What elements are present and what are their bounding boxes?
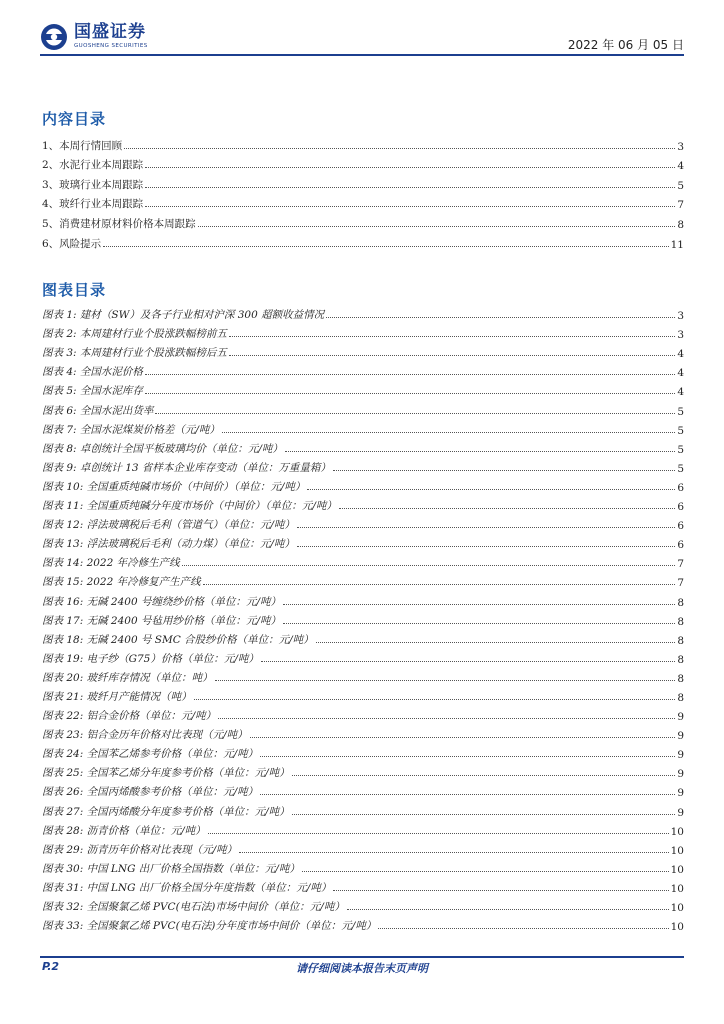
figure-entry-page: 8	[677, 615, 684, 628]
report-date: 2022 年 06 月 05 日	[567, 38, 684, 52]
figure-entry-page: 5	[677, 443, 684, 456]
figure-entry[interactable]	[42, 456, 684, 475]
figure-entry[interactable]	[42, 876, 684, 895]
contents-entry-label: 4、玻纤行业本周跟踪	[42, 198, 144, 211]
dot-leader	[229, 355, 675, 356]
figures-list	[42, 303, 684, 933]
contents-entry-page: 8	[677, 218, 684, 231]
figure-entry-label: 图表 20: 玻纤库存情况（单位：吨）	[42, 671, 213, 684]
figure-entry-label: 图表 31: 中国 LNG 出厂价格全国分年度指数（单位：元/吨）	[42, 881, 332, 894]
figure-entry-page: 4	[677, 367, 684, 380]
page-number: P.2	[42, 960, 60, 973]
figure-entry[interactable]	[42, 628, 684, 647]
figure-entry-page: 5	[677, 405, 684, 418]
figure-entry-page: 8	[677, 672, 684, 685]
logo-icon	[40, 23, 68, 51]
figure-entry[interactable]	[42, 799, 684, 818]
figure-entry[interactable]	[42, 570, 684, 589]
dot-leader	[283, 604, 675, 605]
figure-entry-label: 图表 28: 沥青价格（单位：元/吨）	[42, 824, 206, 837]
contents-entry[interactable]	[42, 231, 684, 251]
disclaimer-note: 请仔细阅读本报告末页声明	[296, 962, 428, 975]
figure-entry-label: 图表 11: 全国重质纯碱分年度市场价（中间价）（单位：元/吨）	[42, 500, 337, 513]
figure-entry-label: 图表 33: 全国聚氯乙烯 PVC(电石法)分年度市场中间价（单位：元/吨）	[42, 920, 377, 933]
figure-entry-label: 图表 12: 浮法玻璃税后毛利（管道气）（单位：元/吨）	[42, 519, 295, 532]
figure-entry-page: 3	[677, 329, 684, 342]
figure-entry[interactable]	[42, 780, 684, 799]
figure-entry-page: 10	[670, 902, 684, 914]
dot-leader	[285, 451, 675, 452]
contents-title: 内容目录	[42, 110, 107, 128]
figure-entry-label: 图表 21: 玻纤月产能情况（吨）	[42, 690, 192, 703]
dot-leader	[145, 374, 675, 375]
figure-entry-page: 8	[677, 653, 684, 666]
contents-entry-label: 6、风险提示	[42, 237, 102, 250]
figure-entry[interactable]	[42, 437, 684, 456]
figure-entry-page: 9	[677, 749, 684, 762]
dot-leader	[145, 206, 675, 207]
figure-entry-page: 4	[677, 386, 684, 399]
figure-entry[interactable]	[42, 742, 684, 761]
dot-leader	[208, 833, 669, 834]
figure-entry-label: 图表 19: 电子纱（G75）价格（单位：元/吨）	[42, 652, 259, 665]
figure-entry-page: 3	[677, 310, 684, 323]
dot-leader	[339, 508, 675, 509]
figure-entry-label: 图表 16: 无碱 2400 号缠绕纱价格（单位：元/吨）	[42, 595, 282, 608]
dot-leader	[297, 527, 675, 528]
dot-leader	[316, 642, 676, 643]
figures-title: 图表目录	[42, 281, 107, 299]
dot-leader	[145, 187, 675, 188]
figure-entry[interactable]	[42, 819, 684, 838]
figure-entry-label: 图表 18: 无碱 2400 号 SMC 合股纱价格（单位：元/吨）	[42, 633, 314, 646]
dot-leader	[155, 413, 675, 414]
figure-entry-page: 10	[670, 882, 684, 895]
page-header	[40, 20, 684, 54]
figure-entry-page: 7	[677, 577, 684, 590]
figure-entry[interactable]	[42, 418, 684, 437]
figure-entry-label: 图表 1: 建材（SW）及各子行业相对沪深 300 超额收益情况	[42, 309, 325, 322]
contents-entry-page: 7	[677, 199, 684, 212]
figure-entry[interactable]	[42, 589, 684, 608]
dot-leader	[182, 565, 676, 566]
figure-entry-page: 8	[677, 596, 684, 609]
figure-entry[interactable]	[42, 685, 684, 704]
dot-leader	[203, 584, 676, 585]
figure-entry-page: 6	[677, 481, 684, 494]
figure-entry-label: 图表 25: 全国苯乙烯分年度参考价格（单位：元/吨）	[42, 767, 290, 780]
contents-entry-label: 2、水泥行业本周跟踪	[42, 159, 144, 172]
figure-entry[interactable]	[42, 895, 684, 914]
dot-leader	[333, 890, 668, 891]
figure-entry-label: 图表 9: 卓创统计 13 省样本企业库存变动（单位：万重量箱）	[42, 461, 331, 474]
figure-entry-label: 图表 15: 2022 年冷修复产生产线	[42, 576, 201, 589]
figure-entry-page: 10	[670, 921, 684, 934]
dot-leader	[198, 226, 676, 227]
figure-entry-label: 图表 17: 无碱 2400 号毡用纱价格（单位：元/吨）	[42, 614, 282, 627]
figure-entry-page: 8	[677, 634, 684, 647]
figure-entry-page: 5	[677, 424, 684, 437]
figure-entry-label: 图表 4: 全国水泥价格	[42, 366, 143, 379]
figure-entry[interactable]	[42, 551, 684, 570]
contents-entry-page: 11	[670, 238, 684, 251]
figure-entry-page: 9	[677, 730, 684, 743]
figure-entry-label: 图表 22: 铝合金价格（单位：元/吨）	[42, 710, 217, 723]
dot-leader	[229, 336, 675, 337]
footer-divider	[40, 956, 684, 958]
figure-entry-page: 4	[677, 348, 684, 361]
dot-leader	[124, 148, 675, 149]
dot-leader	[260, 794, 675, 795]
dot-leader	[194, 699, 676, 700]
figure-entry-label: 图表 32: 全国聚氯乙烯 PVC(电石法)市场中间价（单位：元/吨）	[42, 901, 345, 913]
figure-entry-label: 图表 8: 卓创统计全国平板玻璃均价（单位：元/吨）	[42, 442, 283, 455]
figure-entry-label: 图表 27: 全国丙烯酸分年度参考价格（单位：元/吨）	[42, 805, 290, 818]
contents-entry[interactable]	[42, 153, 684, 173]
figure-entry[interactable]	[42, 666, 684, 685]
figure-entry-page: 9	[677, 787, 684, 800]
figure-entry-label: 图表 30: 中国 LNG 出厂价格全国指数（单位：元/吨）	[42, 862, 300, 875]
company-logo	[40, 22, 148, 52]
figure-entry-label: 图表 29: 沥青历年价格对比表现（元/吨）	[42, 843, 238, 856]
figure-entry[interactable]	[42, 303, 684, 322]
figure-entry[interactable]	[42, 532, 684, 551]
contents-entry[interactable]	[42, 133, 684, 153]
figure-entry-label: 图表 6: 全国水泥出货率	[42, 404, 154, 417]
figure-entry-label: 图表 7: 全国水泥煤炭价格差（元/吨）	[42, 423, 220, 436]
figure-entry-page: 6	[677, 501, 684, 514]
figure-entry[interactable]	[42, 914, 684, 933]
figure-entry-page: 10	[670, 844, 684, 857]
figure-entry-page: 10	[670, 825, 684, 838]
figure-entry-label: 图表 24: 全国苯乙烯参考价格（单位：元/吨）	[42, 748, 259, 761]
dot-leader	[103, 246, 668, 247]
figure-entry[interactable]	[42, 475, 684, 494]
logo-english-name: GUOSHENG SECURITIES	[74, 43, 148, 50]
figure-entry-page: 10	[670, 863, 684, 876]
figure-entry[interactable]	[42, 513, 684, 532]
figure-entry[interactable]	[42, 341, 684, 360]
dot-leader	[261, 661, 675, 662]
dot-leader	[222, 432, 675, 433]
dot-leader	[283, 623, 675, 624]
header-divider	[40, 54, 684, 56]
contents-list	[42, 133, 684, 251]
dot-leader	[145, 393, 675, 394]
figure-entry[interactable]	[42, 761, 684, 780]
contents-entry-page: 4	[677, 160, 684, 173]
contents-entry-label: 1、本周行情回顾	[42, 139, 123, 152]
dot-leader	[297, 546, 675, 547]
figure-entry-page: 9	[677, 768, 684, 781]
dot-leader	[250, 737, 676, 738]
contents-entry-page: 5	[677, 179, 684, 192]
figure-entry[interactable]	[42, 379, 684, 398]
figure-entry[interactable]	[42, 704, 684, 723]
contents-entry[interactable]	[42, 172, 684, 192]
contents-entry-label: 3、玻璃行业本周跟踪	[42, 178, 144, 191]
dot-leader	[239, 852, 669, 853]
figure-entry-label: 图表 2: 本周建材行业个股涨跌幅榜前五	[42, 328, 227, 341]
dot-leader	[333, 470, 675, 471]
dot-leader	[307, 489, 675, 490]
figure-entry[interactable]	[42, 322, 684, 341]
dot-leader	[145, 167, 675, 168]
dot-leader	[215, 680, 676, 681]
contents-entry-label: 5、消费建材原材料价格本周跟踪	[42, 217, 196, 230]
figure-entry-page: 6	[677, 520, 684, 533]
figure-entry-label: 图表 5: 全国水泥库存	[42, 385, 143, 398]
figure-entry[interactable]	[42, 494, 684, 513]
figure-entry[interactable]	[42, 857, 684, 876]
contents-entry-page: 3	[677, 140, 684, 153]
dot-leader	[378, 928, 668, 929]
figure-entry[interactable]	[42, 360, 684, 379]
figure-entry-page: 9	[677, 711, 684, 724]
dot-leader	[260, 756, 675, 757]
contents-entry[interactable]	[42, 211, 684, 231]
dot-leader	[326, 317, 675, 318]
dot-leader	[292, 814, 676, 815]
dot-leader	[218, 718, 675, 719]
figure-entry[interactable]	[42, 398, 684, 417]
figure-entry-page: 7	[677, 558, 684, 571]
figure-entry-label: 图表 23: 铝合金历年价格对比表现（元/吨）	[42, 729, 248, 742]
figure-entry-page: 9	[677, 806, 684, 819]
figure-entry[interactable]	[42, 647, 684, 666]
figure-entry[interactable]	[42, 838, 684, 857]
figure-entry-page: 5	[677, 462, 684, 475]
figure-entry-page: 6	[677, 539, 684, 552]
figure-entry-label: 图表 26: 全国丙烯酸参考价格（单位：元/吨）	[42, 786, 259, 799]
figure-entry-label: 图表 10: 全国重质纯碱市场价（中间价）（单位：元/吨）	[42, 480, 306, 493]
figure-entry[interactable]	[42, 723, 684, 742]
dot-leader	[292, 775, 676, 776]
figure-entry-label: 图表 3: 本周建材行业个股涨跌幅榜后五	[42, 347, 227, 360]
figure-entry-page: 8	[677, 691, 684, 704]
figure-entry[interactable]	[42, 609, 684, 628]
figure-entry-label: 图表 13: 浮法玻璃税后毛利（动力煤）（单位：元/吨）	[42, 538, 295, 551]
dot-leader	[347, 909, 669, 910]
contents-entry[interactable]	[42, 192, 684, 212]
dot-leader	[302, 871, 669, 872]
figure-entry-label: 图表 14: 2022 年冷修生产线	[42, 557, 180, 570]
logo-chinese-name: 国盛证券	[74, 22, 146, 43]
